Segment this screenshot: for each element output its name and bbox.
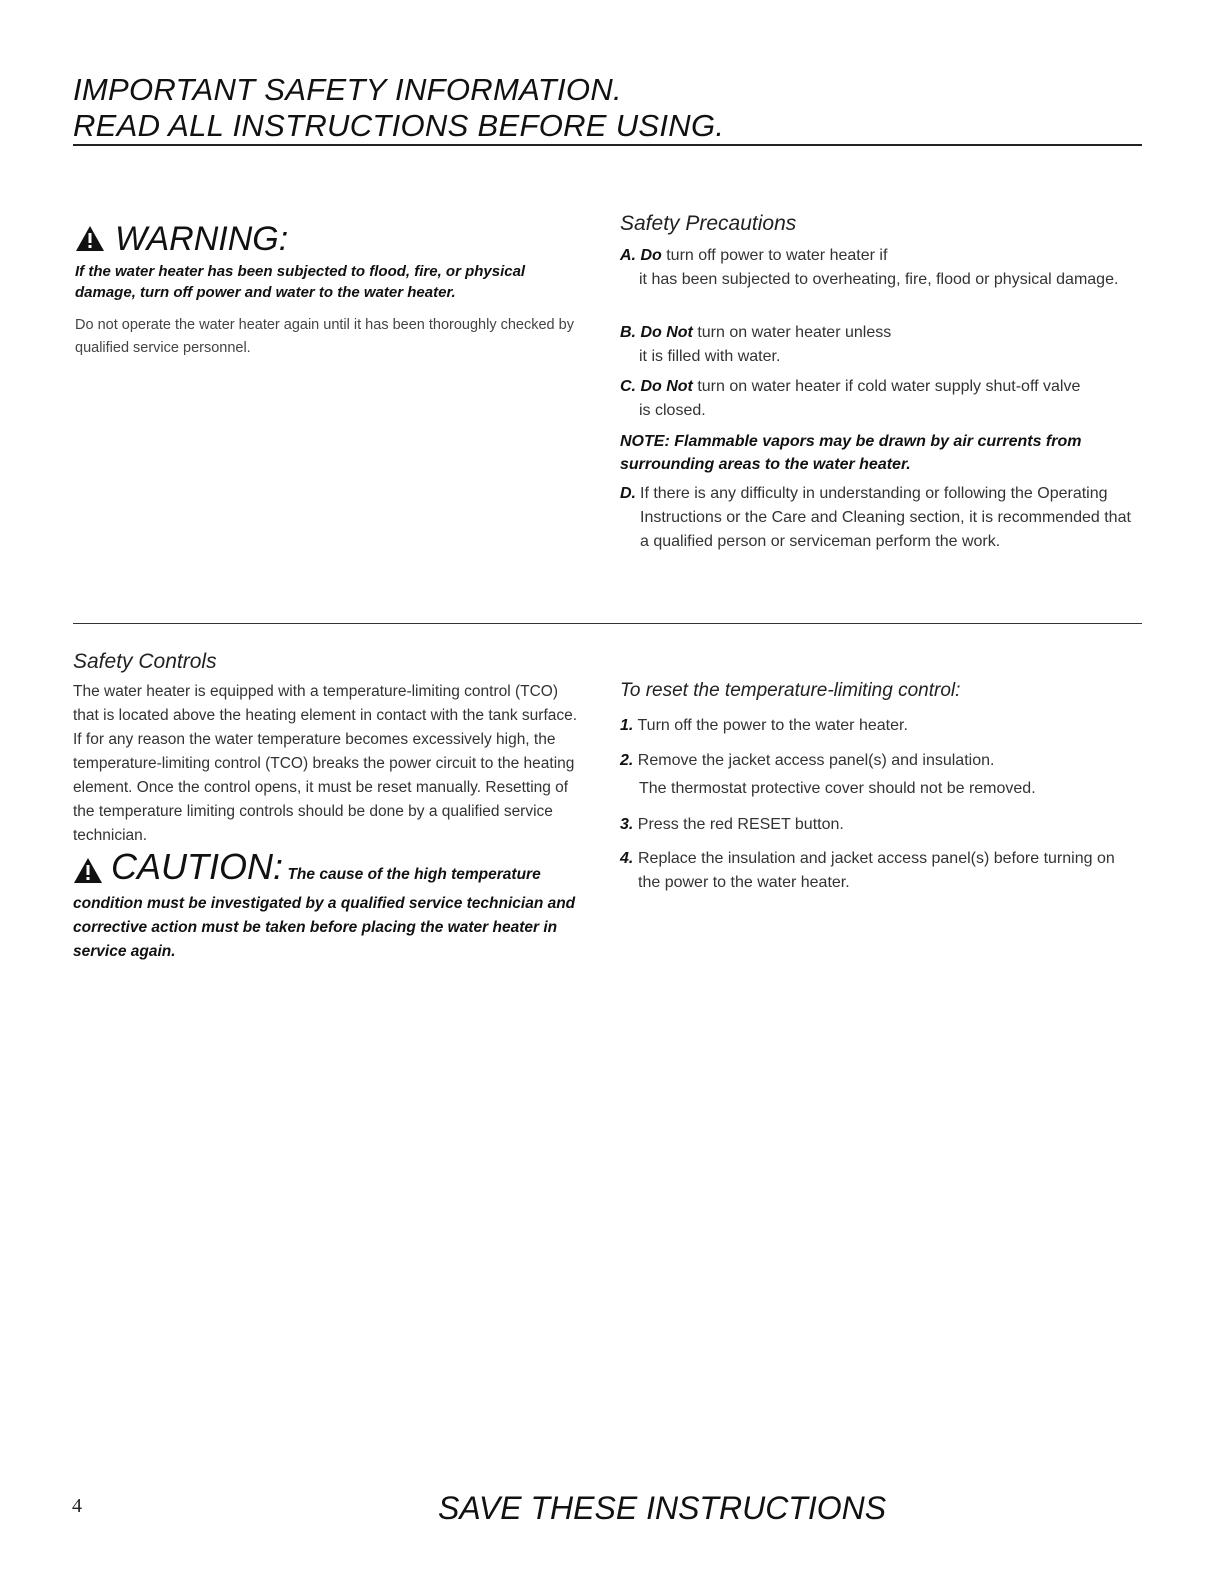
precaution-c-lead: Do Not bbox=[640, 378, 693, 395]
reset-step-extra: The thermostat protective cover should not be removed. bbox=[639, 780, 1036, 797]
precaution-c-text1: turn on water heater if cold water supply shut-off valve bbox=[692, 378, 1081, 395]
precaution-c-label: C. bbox=[620, 378, 636, 395]
header-title-line2: READ ALL INSTRUCTIONS BEFORE USING. bbox=[73, 108, 725, 143]
precaution-a-text1: turn off power to water heater if bbox=[661, 247, 888, 264]
reset-step-text: Press the red RESET button. bbox=[637, 816, 844, 833]
reset-step bbox=[620, 813, 1140, 837]
precaution-b-text2: it is filled with water. bbox=[639, 348, 781, 365]
warning-emphasis: If the water heater has been subjected to flood, fire, or physical damage, turn off power and water to the water heater. bbox=[75, 263, 526, 301]
caution-triangle-icon bbox=[73, 857, 103, 892]
reset-step-number: 3. bbox=[620, 816, 634, 833]
controls-title: Safety Controls bbox=[73, 650, 217, 673]
precaution-b-label: B. bbox=[620, 324, 636, 341]
precaution-a-label: A. bbox=[620, 247, 636, 264]
precaution-b-text1: turn on water heater unless bbox=[692, 324, 892, 341]
warning-body: Do not operate the water heater again until it has been thoroughly checked by qualified service personnel. bbox=[75, 317, 574, 356]
precaution-a-text2: it has been subjected to overheating, fire, flood or physical damage. bbox=[639, 271, 1119, 288]
reset-step-extra: the power to the water heater. bbox=[638, 874, 850, 891]
precaution-b-lead: Do Not bbox=[640, 324, 693, 341]
warning-heading bbox=[75, 220, 288, 260]
precaution-d bbox=[620, 482, 1140, 554]
precaution-c-text2: is closed. bbox=[639, 402, 706, 419]
precaution-d-text: If there is any difficulty in understanding or following the Operating Instructions or the Care and Cleaning section, it is recommended that a qualified person or serviceman perform the work. bbox=[640, 485, 1131, 550]
caution-title: CAUTION: bbox=[111, 846, 284, 887]
controls-body: The water heater is equipped with a temperature-limiting control (TCO) that is located above the heating element in contact with the tank surface. If for any reason the water temperature becomes excessively high, the temperature-limiting control (TCO) breaks the power circuit to the heating element. Once the control opens, it must be reset manually. Resetting of the temperature limiting controls should be done by a qualified service technician. bbox=[73, 683, 578, 844]
precaution-a-lead: Do bbox=[640, 247, 662, 264]
reset-step-number: 2. bbox=[620, 752, 634, 769]
header-title-line1: IMPORTANT SAFETY INFORMATION. bbox=[73, 72, 622, 107]
precautions-note: NOTE: Flammable vapors may be drawn by air currents from surrounding areas to the water heater. bbox=[620, 433, 1082, 473]
precaution-c bbox=[620, 375, 1150, 423]
warning-title: WARNING: bbox=[115, 220, 289, 258]
precaution-a bbox=[620, 244, 1140, 292]
reset-step bbox=[620, 749, 1140, 801]
caution-text: The cause of the high temperature condition must be investigated by a qualified service technician and corrective action must be taken before placing the water heater in service again. bbox=[73, 866, 576, 961]
footer-title: SAVE THESE INSTRUCTIONS bbox=[438, 1490, 887, 1526]
reset-step bbox=[620, 847, 1120, 895]
reset-step-text: Turn off the power to the water heater. bbox=[637, 717, 908, 734]
precautions-title: Safety Precautions bbox=[620, 212, 797, 235]
precaution-d-label: D. bbox=[620, 485, 636, 502]
reset-title: To reset the temperature-limiting control: bbox=[620, 680, 961, 701]
reset-step-number: 1. bbox=[620, 717, 634, 734]
reset-step-number: 4. bbox=[620, 850, 634, 867]
section-divider bbox=[73, 623, 1142, 624]
caution-block bbox=[73, 846, 588, 964]
reset-step-text: Remove the jacket access panel(s) and insulation. bbox=[637, 752, 995, 769]
warning-triangle-icon bbox=[75, 222, 105, 260]
reset-step bbox=[620, 714, 1140, 738]
page-number: 4 bbox=[72, 1495, 82, 1517]
header-rule bbox=[73, 144, 1142, 146]
precaution-b bbox=[620, 321, 1140, 369]
reset-step-text: Replace the insulation and jacket access panel(s) before turning on bbox=[638, 850, 1115, 867]
